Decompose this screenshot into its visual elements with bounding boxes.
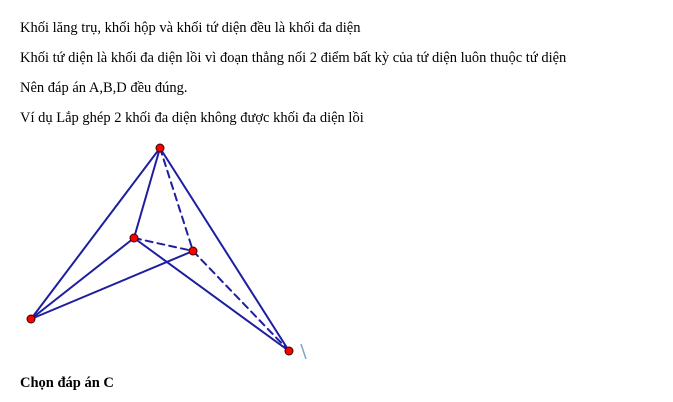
figure-tick-mark [301, 344, 306, 359]
figure-edge-mid-bottom_right-dashed [193, 251, 289, 351]
solution-text-block [20, 13, 665, 133]
figure-edge-top-bottom_left-solid [31, 148, 160, 319]
figure-vertex-bottom_right [285, 347, 293, 355]
figure-vertex-mid_left [130, 234, 138, 242]
figure-edge-top-mid_left-solid [134, 148, 160, 238]
polyhedron-figure [0, 132, 340, 372]
conclusion-line: Chọn đáp án C [20, 375, 114, 391]
solution-line-2: Khối tứ diện là khối đa diện lồi vì đoạn thẳng nối 2 điểm bất kỳ của tứ diện luôn thuộc tứ diện [20, 50, 567, 66]
solution-line-1: Khối lăng trụ, khối hộp và khối tứ diện đều là khối đa diện [20, 20, 361, 36]
figure-vertex-top [156, 144, 164, 152]
figure-vertex-mid [189, 247, 197, 255]
solution-line-4: Ví dụ Lắp ghép 2 khối đa diện không được khối đa diện lồi [20, 110, 364, 126]
figure-edge-mid_left-bottom_right-solid [134, 238, 289, 351]
solution-line-3: Nên đáp án A,B,D đều đúng. [20, 80, 188, 96]
polyhedron-figure-container [0, 132, 340, 372]
figure-edge-bottom_left-mid-solid [31, 251, 193, 319]
figure-edge-top-bottom_right-solid [160, 148, 289, 351]
figure-vertex-bottom_left [27, 315, 35, 323]
figure-edge-top-mid-dashed [160, 148, 193, 251]
